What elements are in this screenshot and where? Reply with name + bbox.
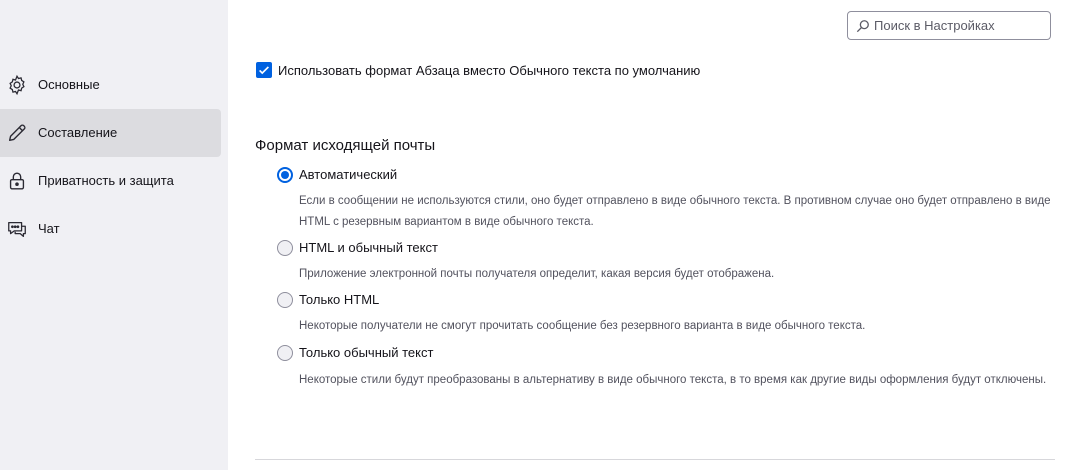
section-divider — [255, 459, 1055, 460]
radio-label-plain-only[interactable]: Только обычный текст — [299, 345, 434, 360]
sidebar — [0, 0, 228, 470]
settings-search-box[interactable] — [847, 11, 1051, 40]
lock-icon — [5, 169, 29, 193]
chat-icon — [5, 217, 29, 241]
checkmark-icon — [257, 63, 271, 77]
sidebar-item-label: Чат — [38, 221, 60, 236]
radio-label-html-and-plain[interactable]: HTML и обычный текст — [299, 240, 438, 255]
radio-html-and-plain[interactable] — [277, 240, 293, 256]
description-plain-only: Некоторые стили будут преобразованы в альтернативу в виде обычного текста, в то время как другие виды оформления будут отключены. — [299, 374, 1047, 386]
description-html-only: Некоторые получатели не смогут прочитать сообщение без резервного варианта в виде обычного текста. — [299, 320, 866, 332]
search-input[interactable] — [874, 15, 1046, 36]
sidebar-item-general[interactable] — [0, 61, 221, 109]
sidebar-item-composition[interactable] — [0, 109, 221, 157]
gear-icon — [5, 73, 29, 97]
radio-plain-only[interactable] — [277, 345, 293, 361]
sidebar-item-privacy[interactable] — [0, 157, 221, 205]
description-automatic: Если в сообщении не используются стили, оно будет отправлено в виде обычного текста. В противном случае оно будет отправлено в виде HTML с резервным вариантом в виде обычного текста. — [299, 195, 1051, 228]
sidebar-item-label: Составление — [38, 125, 118, 140]
radio-label-automatic[interactable]: Автоматический — [299, 167, 398, 182]
sidebar-item-label: Основные — [38, 77, 100, 92]
radio-automatic[interactable] — [277, 167, 293, 183]
description-html-and-plain: Приложение электронной почты получателя определит, какая версия будет отображена. — [299, 268, 775, 280]
pencil-icon — [5, 121, 29, 145]
paragraph-format-checkbox[interactable] — [256, 62, 272, 78]
section-title-outgoing-format: Формат исходящей почты — [255, 137, 436, 154]
sidebar-item-label: Приватность и защита — [38, 173, 174, 188]
paragraph-format-label[interactable]: Использовать формат Абзаца вместо Обычного текста по умолчанию — [278, 63, 701, 78]
radio-html-only[interactable] — [277, 292, 293, 308]
radio-label-html-only[interactable]: Только HTML — [299, 292, 380, 307]
search-icon — [856, 19, 870, 33]
sidebar-item-chat[interactable] — [0, 205, 221, 253]
